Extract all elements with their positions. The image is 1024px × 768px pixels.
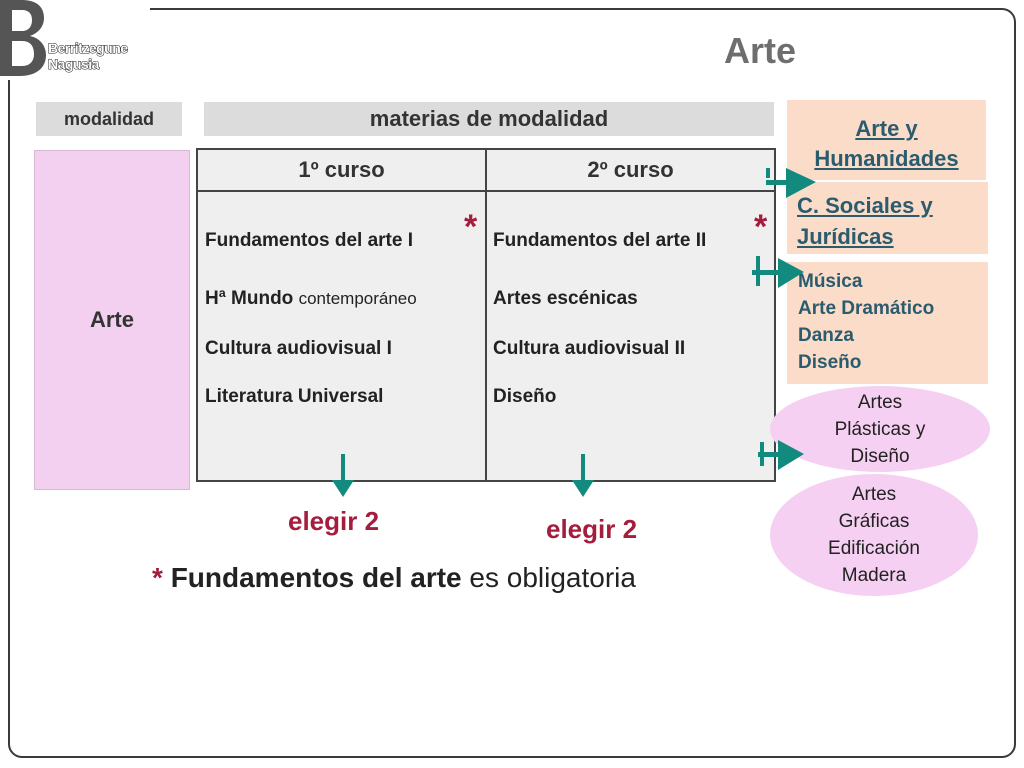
arrow-right-icon [758, 438, 806, 472]
elegir-label-2: elegir 2 [546, 514, 638, 544]
ellipse-artes-graficas [770, 474, 978, 596]
ellipse1-line: Artes [857, 391, 903, 413]
ellipse2-line: Artes [851, 484, 897, 505]
arrow-down-icon [330, 454, 356, 498]
note-bold: Fundamentos del arte [170, 562, 462, 593]
subject-literatura-universal: Literatura Universal [205, 386, 384, 407]
logo-b-icon [0, 0, 46, 76]
elegir-label-1: elegir 2 [288, 506, 380, 536]
required-star-2: * [754, 208, 768, 246]
subject-cultura-audiovisual-2: Cultura audiovisual II [493, 338, 686, 359]
link-sociales-line1: C. Sociales y [797, 193, 933, 218]
itinerary-box-ensenanzas-artisticas [787, 262, 988, 384]
subject-fundamentos-2: Fundamentos del arte II [493, 230, 707, 251]
note-rest: es obligatoria [469, 562, 636, 593]
subject-diseno: Diseño [493, 386, 557, 407]
link-arte-humanidades-line1: Arte y [855, 116, 918, 141]
arrow-down-icon [570, 454, 596, 498]
subject-historia-mundo [205, 288, 417, 310]
subject-fundamentos-1: Fundamentos del arte I [205, 230, 413, 251]
materias-header: materias de modalidad [204, 102, 774, 136]
subjects-table [196, 148, 776, 482]
logo-line-2: Nagusia [48, 56, 99, 72]
ellipse2-line: Edificación [828, 538, 920, 559]
ellipse1-line: Plásticas y [834, 418, 926, 440]
link-sociales-line2: Jurídicas [797, 224, 894, 249]
logo-area [0, 0, 150, 80]
subject-artes-escenicas: Artes escénicas [493, 288, 638, 309]
logo-text [48, 40, 128, 72]
table-divider-horizontal [198, 190, 774, 192]
subject-cultura-audiovisual-1: Cultura audiovisual I [205, 338, 392, 359]
ellipse2-line: Gráficas [838, 511, 910, 532]
modalidad-header: modalidad [36, 102, 182, 136]
arrow-right-icon [766, 166, 818, 200]
artisticas-list [798, 268, 934, 376]
ellipse1-line: Diseño [850, 445, 910, 467]
list-item: Música [798, 271, 863, 292]
obligatoria-note [152, 562, 636, 594]
link-arte-humanidades-line2: Humanidades [814, 146, 959, 171]
list-item: Danza [798, 325, 854, 346]
list-item: Diseño [798, 352, 862, 373]
logo-line-1: Berritzegune [48, 40, 128, 56]
ellipse2-line: Madera [841, 565, 907, 586]
required-star-1: * [464, 208, 478, 246]
subject-historia-bold: Hª Mundo [205, 288, 294, 309]
note-star: * [152, 562, 163, 593]
table-divider-vertical [485, 150, 487, 480]
modalidad-arte-label: Arte [89, 307, 134, 332]
col-header-2-curso: 2º curso [587, 157, 674, 182]
list-item: Arte Dramático [798, 298, 935, 319]
page-title: Arte [723, 30, 796, 71]
subject-historia-light: contemporáneo [298, 289, 417, 308]
link-arte-humanidades[interactable] [787, 114, 986, 174]
col-header-1-curso: 1º curso [298, 157, 385, 182]
arrow-right-icon [752, 256, 804, 290]
modalidad-arte-box [34, 150, 190, 490]
